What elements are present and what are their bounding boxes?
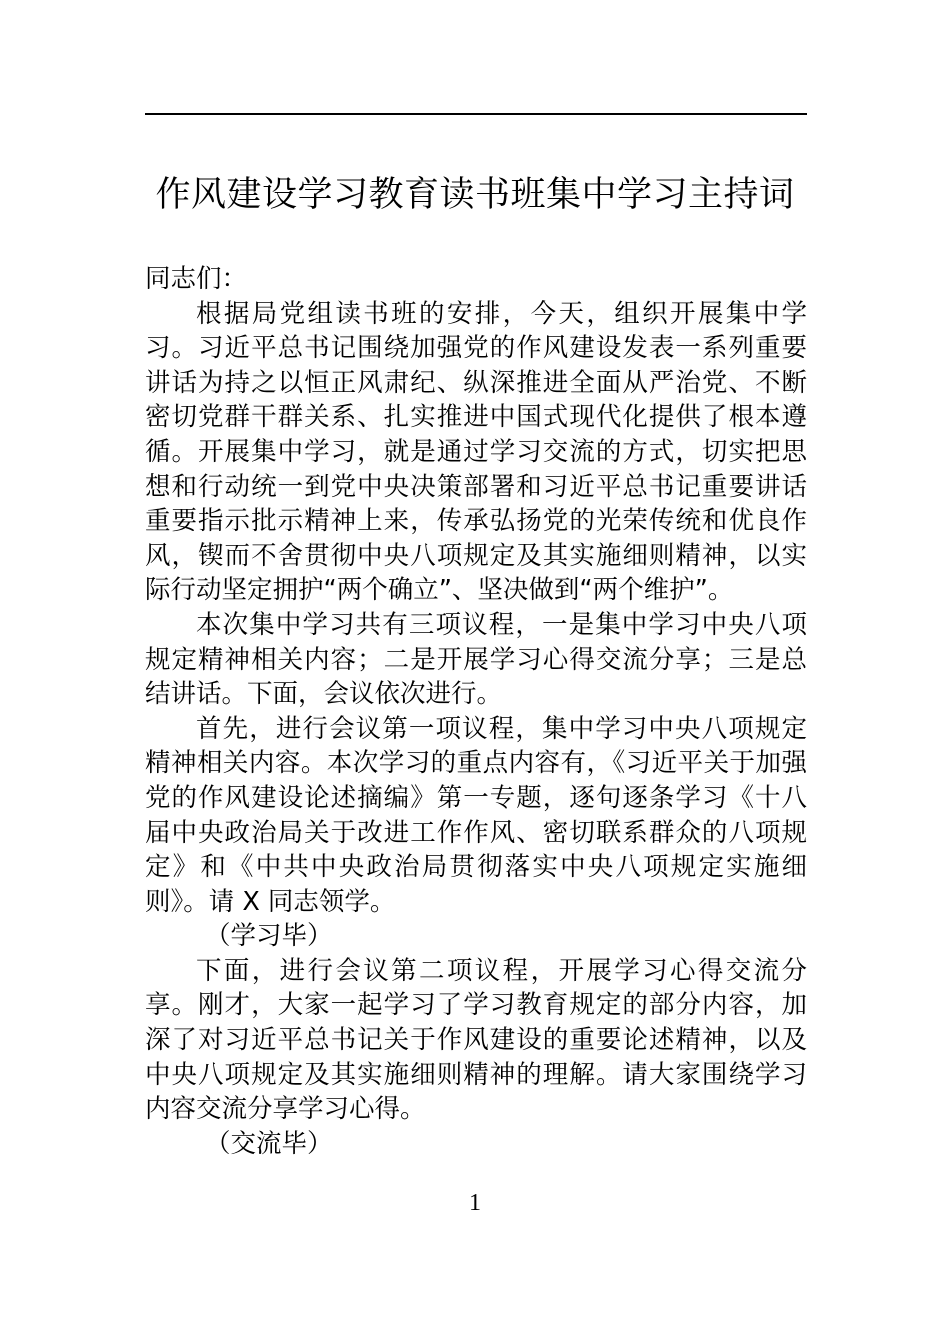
page-number: 1 bbox=[469, 1190, 481, 1216]
paragraph-agenda: 本次集中学习共有三项议程，一是集中学习中央八项规定精神相关内容；二是开展学习心得交流分享；三是总结讲话。下面，会议依次进行。 bbox=[145, 609, 807, 710]
paragraph-intro: 根据局党组读书班的安排，今天，组织开展集中学习。习近平总书记围绕加强党的作风建设发表一系列重要讲话为持之以恒正风肃纪、纵深推进全面从严治党、不断密切党群干群关系、扎实推进中国式现代化提供了根本遵循。开展集中学习，就是通过学习交流的方式，切实把思想和行动统一到党中央决策部署和习近平总书记重要讲话重要指示批示精神上来，传承弘扬党的光荣传统和优良作风，锲而不舍贯彻中央八项规定及其实施细则精神，以实际行动坚定拥护“两个确立”、坚决做到“两个维护”。 bbox=[145, 298, 807, 606]
document-body bbox=[145, 262, 807, 1161]
document-title: 作风建设学习教育读书班集中学习主持词 bbox=[155, 175, 795, 215]
salutation: 同志们： bbox=[145, 264, 248, 294]
header-rule bbox=[145, 113, 807, 115]
paragraph-second-item: 下面，进行会议第二项议程，开展学习心得交流分享。刚才，大家一起学习了学习教育规定的部分内容，加深了对习近平总书记关于作风建设的重要论述精神，以及中央八项规定及其实施细则精神的理解。请大家围绕学习内容交流分享学习心得。 bbox=[145, 955, 807, 1125]
paragraph-first-item: 首先，进行会议第一项议程，集中学习中央八项规定精神相关内容。本次学习的重点内容有，《习近平关于加强党的作风建设论述摘编》第一专题，逐句逐条学习《十八届中央政治局关于改进工作作风、密切联系群众的八项规定》和《中共中央政治局贯彻落实中央八项规定实施细则》。请 X 同志领学。 bbox=[145, 713, 807, 917]
note-study-finished: （学习毕） bbox=[205, 921, 333, 952]
note-exchange-finished: （交流毕） bbox=[205, 1128, 333, 1159]
